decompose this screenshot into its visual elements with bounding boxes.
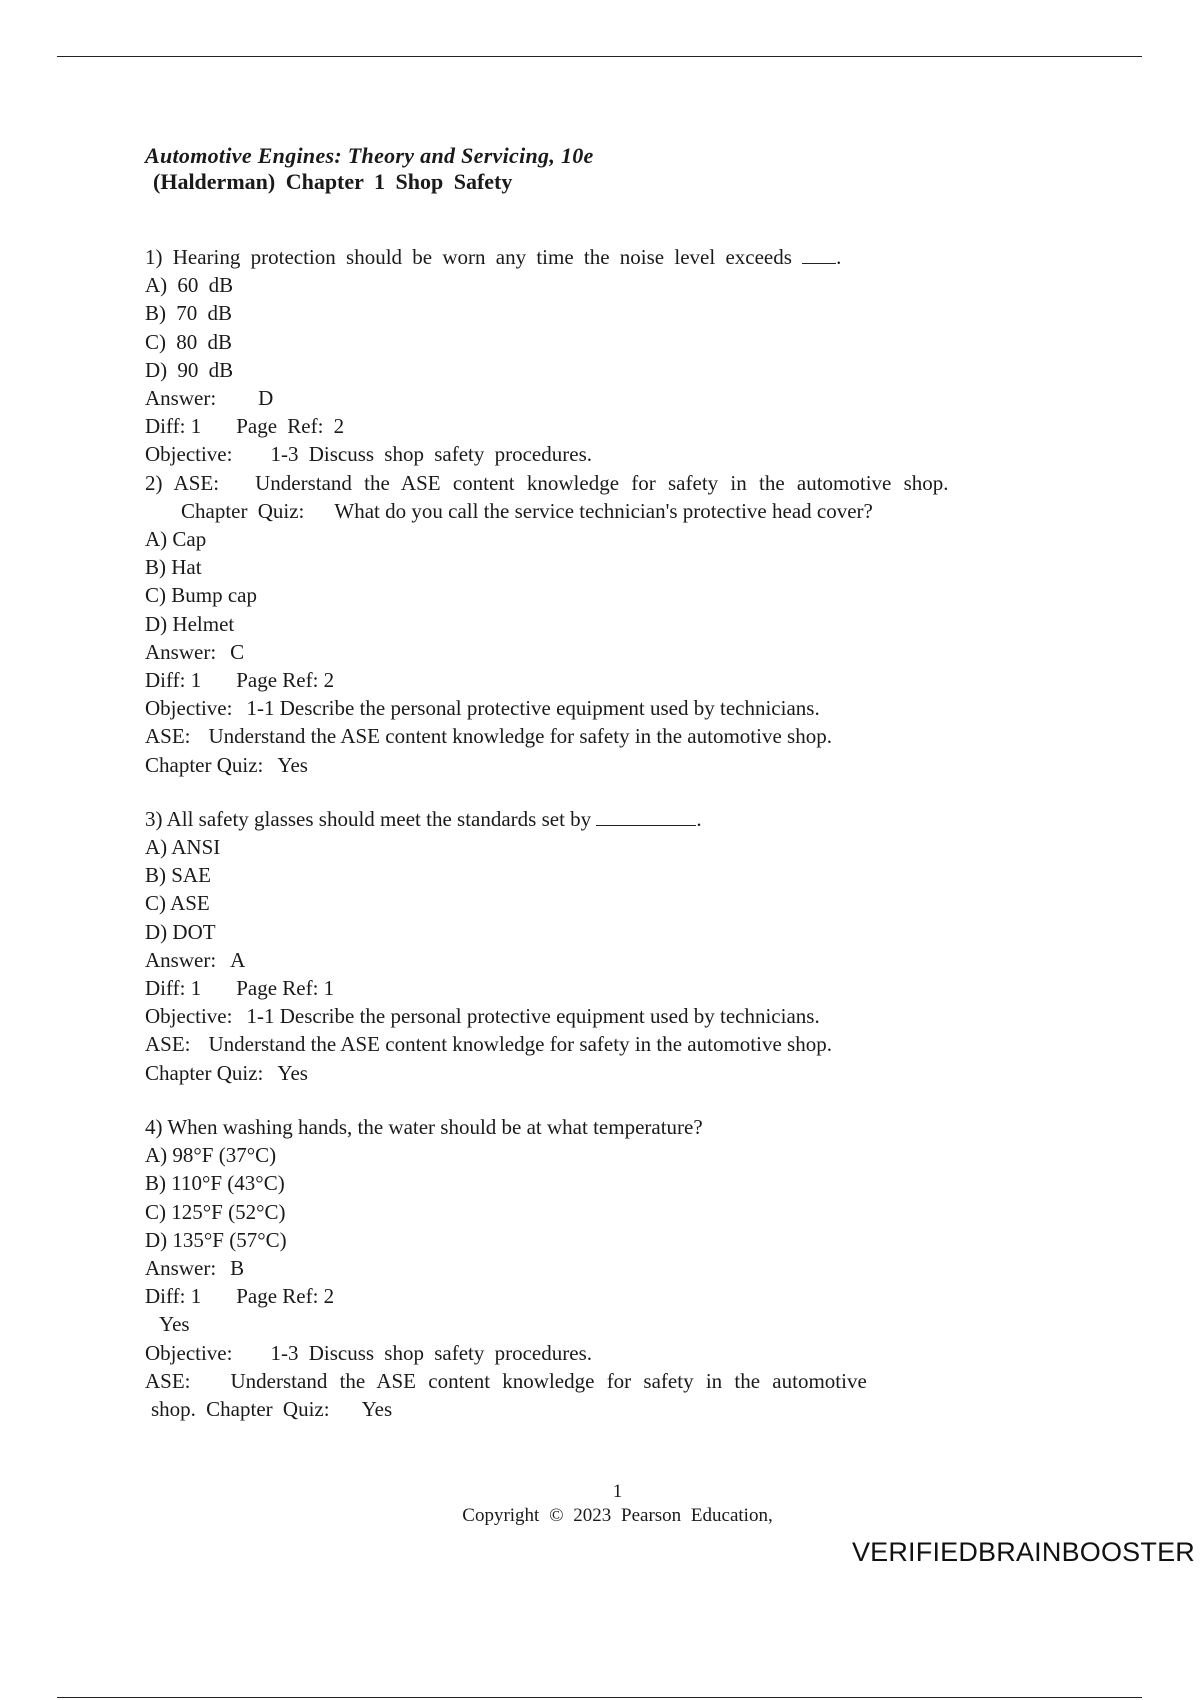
diff-label: Diff: 1 bbox=[145, 668, 202, 693]
question-1-meta bbox=[145, 412, 1145, 440]
question-3-option-b: B) SAE bbox=[145, 863, 211, 888]
question-4-ase bbox=[145, 1367, 1145, 1395]
question-2-meta bbox=[145, 666, 1145, 694]
question-2-chapter-quiz bbox=[145, 751, 1145, 779]
question-1-option-b: B) 70 dB bbox=[145, 301, 233, 326]
question-3-ase bbox=[145, 1030, 1145, 1058]
ase-text: Understand the ASE content knowledge for safety in the automotive bbox=[230, 1368, 867, 1393]
question-2-stem bbox=[145, 497, 1145, 525]
answer-label: Answer: bbox=[145, 639, 217, 664]
question-1-blank bbox=[802, 245, 836, 264]
question-3-end: . bbox=[696, 806, 702, 831]
ase-label: ASE: bbox=[145, 1032, 191, 1057]
chapter-quiz-value: Yes bbox=[361, 1396, 393, 1421]
question-3 bbox=[145, 805, 1145, 1087]
question-2-option-b: B) Hat bbox=[145, 555, 202, 580]
chapter-quiz-value: Yes bbox=[277, 752, 308, 777]
bottom-rule bbox=[57, 1697, 1142, 1698]
question-1-option-a: A) 60 dB bbox=[145, 273, 234, 298]
question-4-option-c: C) 125°F (52°C) bbox=[145, 1199, 286, 1224]
answer-value: D bbox=[258, 386, 274, 411]
question-2-ase-line bbox=[145, 469, 1145, 497]
page-number: 1 bbox=[612, 1481, 623, 1502]
question-3-blank bbox=[596, 807, 696, 826]
page-ref: Page Ref: 2 bbox=[236, 414, 345, 439]
objective-label: Objective: bbox=[145, 696, 233, 721]
objective-label: Objective: bbox=[145, 442, 233, 467]
book-title: Automotive Engines: Theory and Servicing, 10e bbox=[145, 143, 594, 168]
question-3-option-c: C) ASE bbox=[145, 891, 210, 916]
question-2-option-c: C) Bump cap bbox=[145, 583, 257, 608]
question-4-objective bbox=[145, 1339, 1145, 1367]
answer-value: A bbox=[230, 947, 246, 972]
question-2-text: What do you call the service technician's protective head cover? bbox=[334, 498, 873, 523]
question-1-option-c: C) 80 dB bbox=[145, 329, 233, 354]
question-1-option-d: D) 90 dB bbox=[145, 357, 234, 382]
question-1 bbox=[145, 243, 1145, 469]
chapter-quiz-value: Yes bbox=[277, 1060, 308, 1085]
question-4-meta bbox=[145, 1282, 1145, 1310]
question-2-answer bbox=[145, 638, 1145, 666]
question-4-option-b: B) 110°F (43°C) bbox=[145, 1171, 285, 1196]
page-ref: Page Ref: 2 bbox=[236, 668, 335, 693]
ase-label: ASE: bbox=[145, 724, 191, 749]
question-3-option-a: A) ANSI bbox=[145, 835, 221, 860]
page-ref: Page Ref: 1 bbox=[236, 976, 335, 1001]
question-3-objective bbox=[145, 1002, 1145, 1030]
ase-text: Understand the ASE content knowledge for safety in the automotive shop. bbox=[208, 1032, 832, 1057]
question-4-stray-yes: Yes bbox=[159, 1312, 190, 1337]
question-2-option-a: A) Cap bbox=[145, 527, 207, 552]
question-2-objective bbox=[145, 694, 1145, 722]
diff-label: Diff: 1 bbox=[145, 976, 202, 1001]
question-1-text: 1) Hearing protection should be worn any time the noise level exceeds bbox=[145, 245, 792, 269]
question-4-option-d: D) 135°F (57°C) bbox=[145, 1227, 287, 1252]
question-1-objective bbox=[145, 440, 1145, 468]
question-1-answer bbox=[145, 384, 1145, 412]
answer-label: Answer: bbox=[145, 386, 217, 411]
question-2-ase bbox=[145, 722, 1145, 750]
question-1-end: . bbox=[836, 245, 842, 269]
question-3-chapter-quiz bbox=[145, 1059, 1145, 1087]
question-1-stem bbox=[145, 243, 1145, 271]
question-3-text: 3) All safety glasses should meet the standards set by bbox=[145, 806, 592, 831]
copyright-notice: Copyright © 2023 Pearson Education, bbox=[462, 1505, 773, 1526]
answer-label: Answer: bbox=[145, 1255, 217, 1280]
question-4-answer bbox=[145, 1254, 1145, 1282]
objective-text: 1-1 Describe the personal protective equipment used by technicians. bbox=[246, 696, 820, 721]
diff-label: Diff: 1 bbox=[145, 1284, 202, 1309]
chapter-title: (Halderman) Chapter 1 Shop Safety bbox=[153, 169, 513, 194]
chapter-quiz-label: Chapter Quiz: bbox=[145, 1060, 264, 1085]
ase-continued: shop. Chapter Quiz: bbox=[151, 1396, 330, 1421]
objective-label: Objective: bbox=[145, 1004, 233, 1029]
top-rule bbox=[57, 56, 1142, 57]
objective-text: 1-1 Describe the personal protective equipment used by technicians. bbox=[246, 1004, 820, 1029]
ase-prefix: 2) ASE: bbox=[145, 470, 220, 495]
answer-value: C bbox=[230, 639, 245, 664]
document-body bbox=[145, 143, 1145, 1423]
diff-label: Diff: 1 bbox=[145, 414, 202, 439]
objective-text: 1-3 Discuss shop safety procedures. bbox=[270, 1340, 592, 1365]
question-4-ase-continued bbox=[145, 1395, 1145, 1423]
ase-label: ASE: bbox=[145, 1368, 191, 1393]
question-3-meta bbox=[145, 974, 1145, 1002]
ase-text: Understand the ASE content knowledge for safety in the automotive shop. bbox=[255, 470, 949, 495]
answer-label: Answer: bbox=[145, 947, 217, 972]
question-4 bbox=[145, 1113, 1145, 1423]
question-4-stem: 4) When washing hands, the water should be at what temperature? bbox=[145, 1114, 703, 1139]
question-4-option-a: A) 98°F (37°C) bbox=[145, 1143, 277, 1168]
chapter-quiz-label: Chapter Quiz: bbox=[181, 498, 305, 523]
question-2 bbox=[145, 469, 1145, 779]
watermark: VERIFIEDBRAINBOOSTER bbox=[851, 1537, 1195, 1567]
objective-text: 1-3 Discuss shop safety procedures. bbox=[270, 442, 592, 467]
answer-value: B bbox=[230, 1255, 245, 1280]
question-3-answer bbox=[145, 946, 1145, 974]
page-ref: Page Ref: 2 bbox=[236, 1284, 335, 1309]
question-3-stem bbox=[145, 805, 1145, 833]
objective-label: Objective: bbox=[145, 1340, 233, 1365]
chapter-quiz-label: Chapter Quiz: bbox=[145, 752, 264, 777]
question-2-option-d: D) Helmet bbox=[145, 611, 235, 636]
question-3-option-d: D) DOT bbox=[145, 919, 216, 944]
ase-text: Understand the ASE content knowledge for safety in the automotive shop. bbox=[208, 724, 832, 749]
